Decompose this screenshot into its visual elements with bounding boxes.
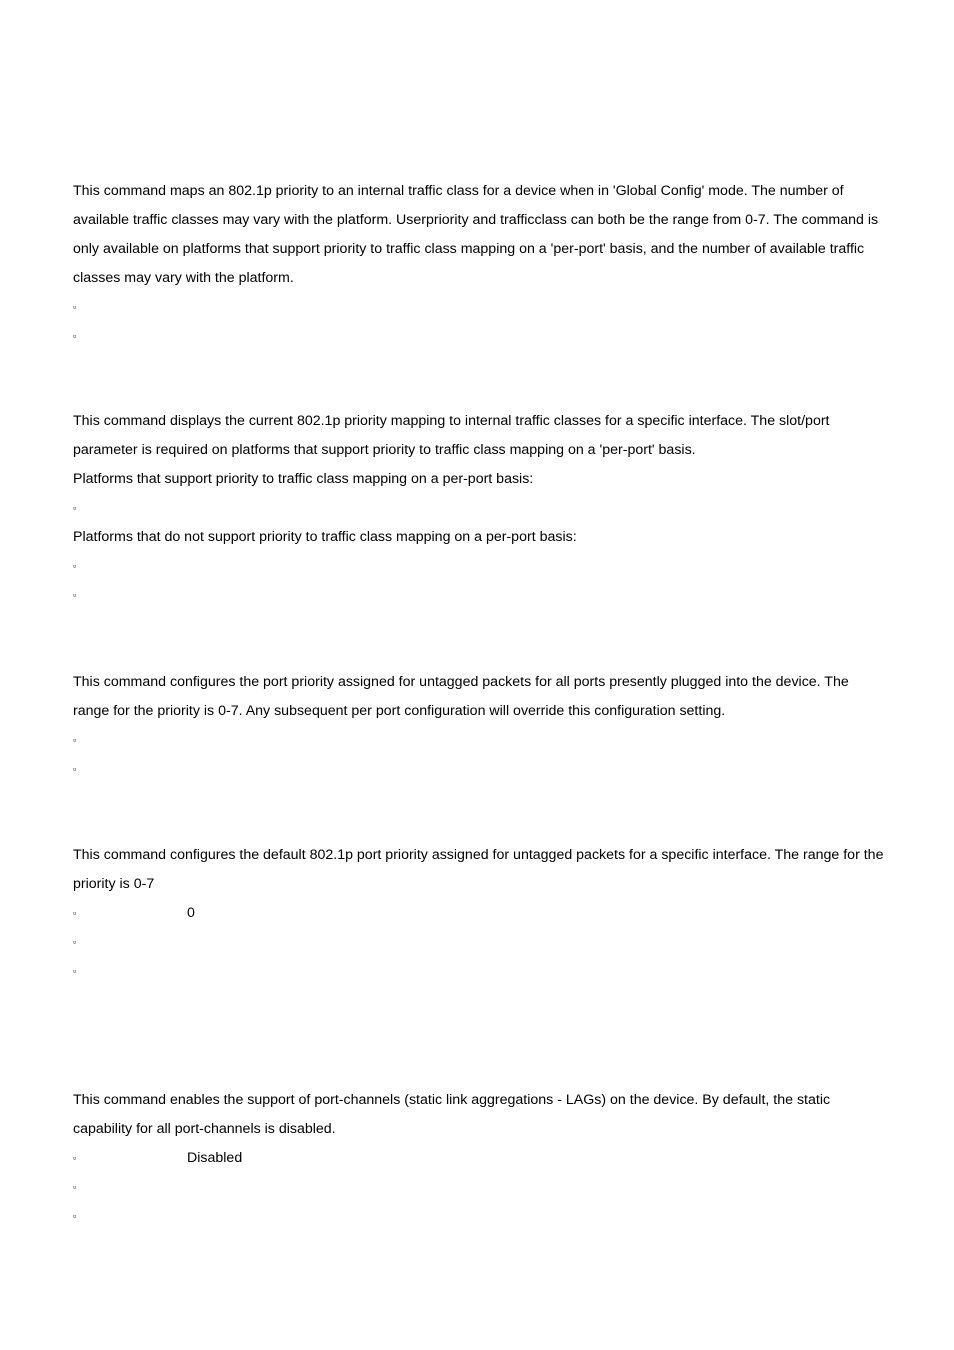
list-item xyxy=(73,726,885,755)
default-value: 0 xyxy=(187,905,195,921)
bullet-icon: ▫ xyxy=(73,764,77,774)
section-priority-mapping xyxy=(73,177,885,351)
list-item xyxy=(73,755,885,784)
list-item xyxy=(73,1202,885,1231)
list-item xyxy=(73,957,885,986)
section-show-priority-mapping xyxy=(73,407,885,610)
list-item xyxy=(73,322,885,351)
section-subheading: Platforms that do not support priority to traffic class mapping on a per-port basis: xyxy=(73,529,577,545)
bullet-icon: ▫ xyxy=(73,302,77,312)
bullet-icon: ▫ xyxy=(73,331,77,341)
list-item xyxy=(73,1144,885,1173)
bullet-icon: ▫ xyxy=(73,1153,77,1163)
bullet-icon: ▫ xyxy=(73,590,77,600)
bullet-icon: ▫ xyxy=(73,908,77,918)
list-item xyxy=(73,494,885,523)
section-description: This command configures the default 802.1p port priority assigned for untagged packets for a specific interface. The range for the priority is 0-7 xyxy=(73,847,884,892)
section-description: This command configures the port priority assigned for untagged packets for all ports presently plugged into the device. The range for the priority is 0-7. Any subsequent per port configuration will override this configuration setting. xyxy=(73,674,849,719)
bullet-icon: ▫ xyxy=(73,735,77,745)
list-item xyxy=(73,293,885,322)
list-item xyxy=(73,1173,885,1202)
section-description: This command enables the support of port-channels (static link aggregations - LAGs) on the device. By default, the static capability for all port-channels is disabled. xyxy=(73,1092,831,1137)
section-subheading: Platforms that support priority to traffic class mapping on a per-port basis: xyxy=(73,471,534,487)
section-port-channel-enable xyxy=(73,1086,885,1231)
section-port-priority-all xyxy=(73,668,885,784)
bullet-icon: ▫ xyxy=(73,1211,77,1221)
section-port-priority-interface xyxy=(73,841,885,986)
list-item xyxy=(73,899,885,928)
bullet-icon: ▫ xyxy=(73,1182,77,1192)
list-item xyxy=(73,552,885,581)
section-description: This command displays the current 802.1p priority mapping to internal traffic classes for a specific interface. The slot/port parameter is required on platforms that support priority to traffic class mapping on a 'per-port' basis. xyxy=(73,413,830,458)
list-item xyxy=(73,928,885,957)
bullet-icon: ▫ xyxy=(73,561,77,571)
bullet-icon: ▫ xyxy=(73,966,77,976)
bullet-icon: ▫ xyxy=(73,503,77,513)
bullet-icon: ▫ xyxy=(73,937,77,947)
default-value: Disabled xyxy=(187,1150,243,1166)
list-item xyxy=(73,581,885,610)
section-description: This command maps an 802.1p priority to an internal traffic class for a device when in 'Global Config' mode. The number of available traffic classes may vary with the platform. Userpriority and trafficclass can both be the range from 0-7. The command is only available on platforms that support priority to traffic class mapping on a 'per-port' basis, and the number of available traffic classes may vary with the platform. xyxy=(73,183,879,286)
